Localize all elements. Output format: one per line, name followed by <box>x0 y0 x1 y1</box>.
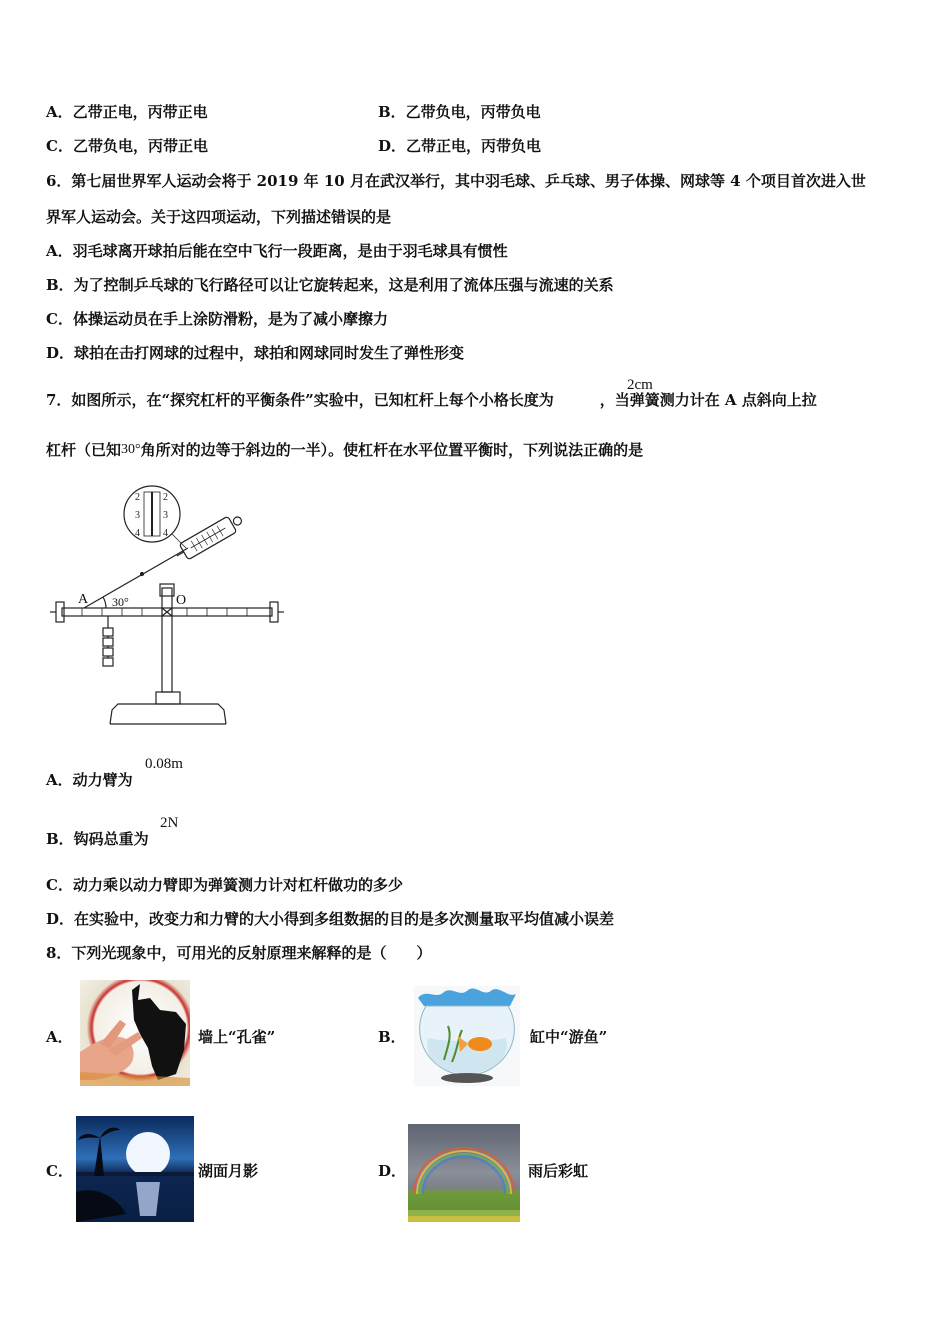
scale-left-3: 3 <box>135 510 140 521</box>
q8-option-b-label: B． <box>378 1028 406 1046</box>
q7-stem-part1: 7．如图所示，在“探究杠杆的平衡条件”实验中，已知杠杆上每个小格长度为 <box>46 391 554 409</box>
q7-option-d: D．在实验中，改变力和力臂的大小得到多组数据的目的是多次测量取平均值减小误差 <box>46 910 615 928</box>
lever-figure <box>48 478 284 728</box>
scale-left-2: 2 <box>135 492 140 503</box>
q6-option-b: B．为了控制乒乓球的飞行路径可以让它旋转起来，这是利用了流体压强与流速的关系 <box>46 276 614 294</box>
spring-scale <box>172 511 245 564</box>
q7-option-b: B．钩码总重为 <box>46 830 149 848</box>
q5-option-b: B．乙带负电，丙带负电 <box>378 103 541 121</box>
q5-option-d: D．乙带正电，丙带负电 <box>378 137 542 155</box>
hook-weight-3 <box>103 648 113 656</box>
q8-option-a-label: A． <box>46 1028 73 1046</box>
scale-left-4: 4 <box>135 528 140 539</box>
q6-option-c: C．体操运动员在手上涂防滑粉，是为了减小摩擦力 <box>46 310 388 328</box>
label-a: A <box>78 592 89 607</box>
stand-foot <box>156 692 180 704</box>
hook-weight-4 <box>103 658 113 666</box>
balance-nut-left <box>56 602 64 622</box>
q6-option-a: A．羽毛球离开球拍后能在空中飞行一段距离，是由于羽毛球具有惯性 <box>46 242 508 260</box>
q7-option-c: C．动力乘以动力臂即为弹簧测力计对杠杆做功的多少 <box>46 876 403 894</box>
scale-right-3: 3 <box>163 510 168 521</box>
hook-weight-2 <box>103 638 113 646</box>
q7-option-a-value: 0.08m <box>145 756 183 772</box>
q8-option-d-caption: 雨后彩虹 <box>528 1162 589 1180</box>
q8-stem: 8．下列光现象中，可用光的反射原理来解释的是（ ） <box>46 944 432 962</box>
q8-option-a-caption: 墙上“孔雀” <box>198 1028 276 1046</box>
q7-option-a: A．动力臂为 <box>46 771 133 789</box>
q8-option-b-caption: 缸中“游鱼” <box>530 1028 608 1046</box>
hand-shadow-image <box>80 980 190 1086</box>
q8-option-c-caption: 湖面月影 <box>198 1162 259 1180</box>
q7-angle: 30° <box>121 442 141 457</box>
q8-option-c-label: C． <box>46 1162 73 1180</box>
q7-option-b-value: 2N <box>160 815 179 831</box>
q6-option-d: D．球拍在击打网球的过程中，球拍和网球同时发生了弹性形变 <box>46 344 465 362</box>
q7-stem-line2-a: 杠杆（已知 <box>46 441 122 459</box>
q5-option-a: A．乙带正电，丙带正电 <box>46 103 208 121</box>
q5-option-c: C．乙带负电，丙带正电 <box>46 137 208 155</box>
q7-stem-part2: ，当弹簧测力计在 A 点斜向上拉 <box>599 391 817 409</box>
stand-base <box>110 704 226 724</box>
label-angle: 30° <box>112 595 129 609</box>
q8-option-d-label: D． <box>378 1162 407 1180</box>
q7-stem-line2-b: 角所对的边等于斜边的一半）。使杠杆在水平位置平衡时，下列说法正确的是 <box>140 441 644 459</box>
q6-stem-line2: 界军人运动会。关于这四项运动，下列描述错误的是 <box>46 208 392 226</box>
q6-stem-line1: 6．第七届世界军人运动会将于 2019 年 10 月在武汉举行，其中羽毛球、乒乓球、男子体操、网球等 4 个项目首次进入世 <box>46 172 866 190</box>
rainbow-image <box>408 1124 520 1222</box>
fish-bowl-image <box>414 986 520 1086</box>
q7-stem-line2 <box>46 440 643 462</box>
moon-reflection-image <box>76 1116 194 1222</box>
label-o: O <box>176 593 187 608</box>
balance-nut-right <box>270 602 278 622</box>
hook-weight-1 <box>103 628 113 636</box>
scale-right-2: 2 <box>163 492 168 503</box>
scale-right-4: 4 <box>163 528 168 539</box>
stand-pole <box>162 588 172 692</box>
q7-stem-line1 <box>46 390 817 410</box>
q7-unit-2cm: 2cm <box>627 377 653 393</box>
